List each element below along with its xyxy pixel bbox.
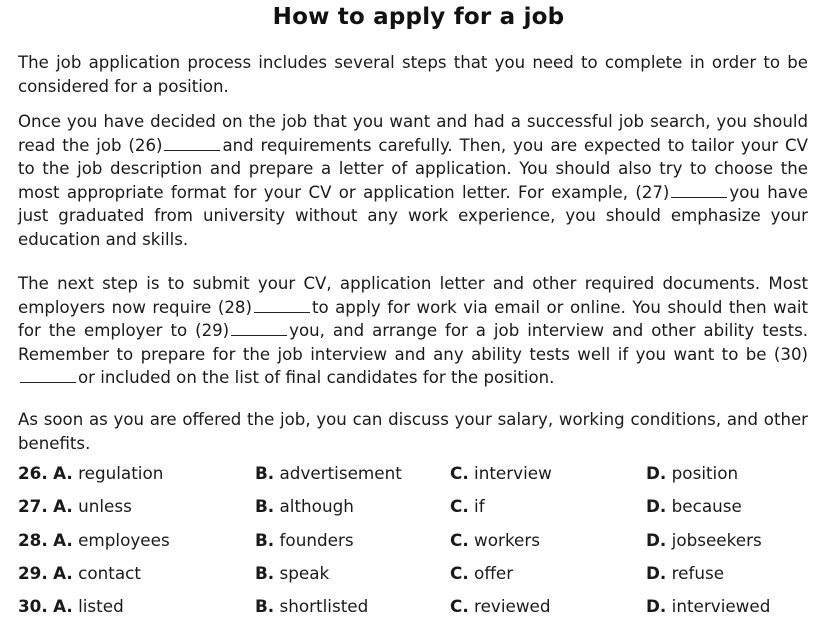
question-number: 28. [18, 529, 48, 550]
option-text: employees [78, 529, 170, 550]
page-title: How to apply for a job [272, 4, 565, 30]
question-number: 30. [18, 596, 48, 617]
option-26-d[interactable] [646, 463, 738, 483]
paragraph-text: The job application process includes several steps that you need to complete in order to be considered for a position. [18, 53, 808, 96]
paragraph-text: As soon as you are offered the job, you can discuss your salary, working conditions, and other benefits. [18, 410, 808, 453]
option-text: shortlisted [279, 596, 369, 617]
option-text: position [671, 463, 739, 483]
option-letter: B. [255, 596, 275, 617]
option-letter: A. [53, 529, 73, 550]
option-28-a[interactable] [18, 530, 170, 550]
question-row-26 [18, 463, 818, 496]
option-letter: B. [255, 529, 275, 550]
option-letter: C. [450, 496, 469, 517]
option-letter: A. [53, 496, 73, 517]
option-text: jobseekers [671, 529, 762, 550]
option-text: interview [474, 463, 552, 483]
option-30-d[interactable] [646, 596, 770, 616]
paragraph-intro [18, 51, 808, 98]
option-letter: D. [646, 463, 667, 483]
paragraph-text: or included on the list of final candidates for the position. [78, 368, 555, 387]
option-26-c[interactable] [450, 463, 552, 483]
option-text: founders [279, 529, 354, 550]
option-letter: C. [450, 596, 469, 617]
option-29-c[interactable] [450, 563, 513, 583]
option-27-b[interactable] [255, 496, 354, 516]
option-letter: B. [255, 496, 275, 517]
option-30-b[interactable] [255, 596, 368, 616]
option-text: offer [474, 562, 514, 583]
paragraph-text: and requirements carefully. Then, you are expected to tailor your CV to the job description and prepare a letter of application. You should also try to choose the most appropriate format for your CV or application letter. For example, (27) [18, 135, 808, 202]
option-text: contact [78, 562, 141, 583]
question-number: 27. [18, 496, 48, 517]
option-27-d[interactable] [646, 496, 742, 516]
option-29-d[interactable] [646, 563, 724, 583]
option-letter: D. [646, 596, 667, 617]
option-letter: D. [646, 496, 667, 517]
option-26-a[interactable] [18, 463, 163, 483]
paragraph-preparation [18, 110, 808, 251]
option-letter: C. [450, 529, 469, 550]
option-30-c[interactable] [450, 596, 551, 616]
question-number: 29. [18, 562, 48, 583]
option-letter: B. [255, 562, 275, 583]
option-text: refuse [671, 562, 725, 583]
blank-29 [231, 321, 287, 336]
blank-26 [164, 136, 220, 151]
option-letter: A. [53, 463, 73, 483]
paragraph-text: The next step is to submit your CV, application letter and other required documents. Most employers now require (28) [18, 274, 808, 317]
paragraph-submission [18, 272, 808, 390]
option-text: listed [78, 596, 124, 617]
option-letter: A. [53, 562, 73, 583]
option-27-c[interactable] [450, 496, 485, 516]
question-row-27 [18, 496, 818, 529]
blank-28 [254, 298, 310, 313]
paragraph-text: you have just graduated from university without any work experience, you should emphasize your education and skills. [18, 182, 808, 249]
option-30-a[interactable] [18, 596, 124, 616]
option-text: workers [474, 529, 541, 550]
question-number: 26. [18, 463, 48, 483]
option-letter: C. [450, 463, 469, 483]
blank-27 [671, 183, 727, 198]
option-text: reviewed [474, 596, 551, 617]
option-letter: D. [646, 562, 667, 583]
option-text: if [474, 496, 485, 517]
paragraph-text: you, and arrange for a job interview and other ability tests. Remember to prepare for the job interview and any ability tests well if you want to be (30) [18, 321, 809, 364]
question-row-28 [18, 530, 818, 563]
option-text: speak [279, 562, 330, 583]
option-letter: B. [255, 463, 275, 483]
option-28-c[interactable] [450, 530, 540, 550]
question-row-29 [18, 563, 818, 596]
paragraph-text: to apply for work via email or online. You should then wait for the employer to (29) [18, 297, 808, 340]
option-text: because [671, 496, 742, 517]
option-29-b[interactable] [255, 563, 329, 583]
option-letter: D. [646, 529, 667, 550]
option-27-a[interactable] [18, 496, 132, 516]
paragraph-offer [18, 408, 808, 455]
question-row-30 [18, 596, 818, 629]
paragraph-text: Once you have decided on the job that you want and had a successful job search, you should read the job (26) [18, 112, 808, 155]
option-text: unless [78, 496, 132, 517]
option-text: interviewed [671, 596, 771, 617]
option-letter: C. [450, 562, 469, 583]
option-letter: A. [53, 596, 73, 617]
option-text: advertisement [279, 463, 402, 483]
option-28-d[interactable] [646, 530, 762, 550]
option-26-b[interactable] [255, 463, 402, 483]
blank-30 [20, 368, 76, 383]
option-text: although [279, 496, 354, 517]
answer-options [18, 463, 818, 629]
option-28-b[interactable] [255, 530, 354, 550]
option-text: regulation [78, 463, 164, 483]
option-29-a[interactable] [18, 563, 141, 583]
